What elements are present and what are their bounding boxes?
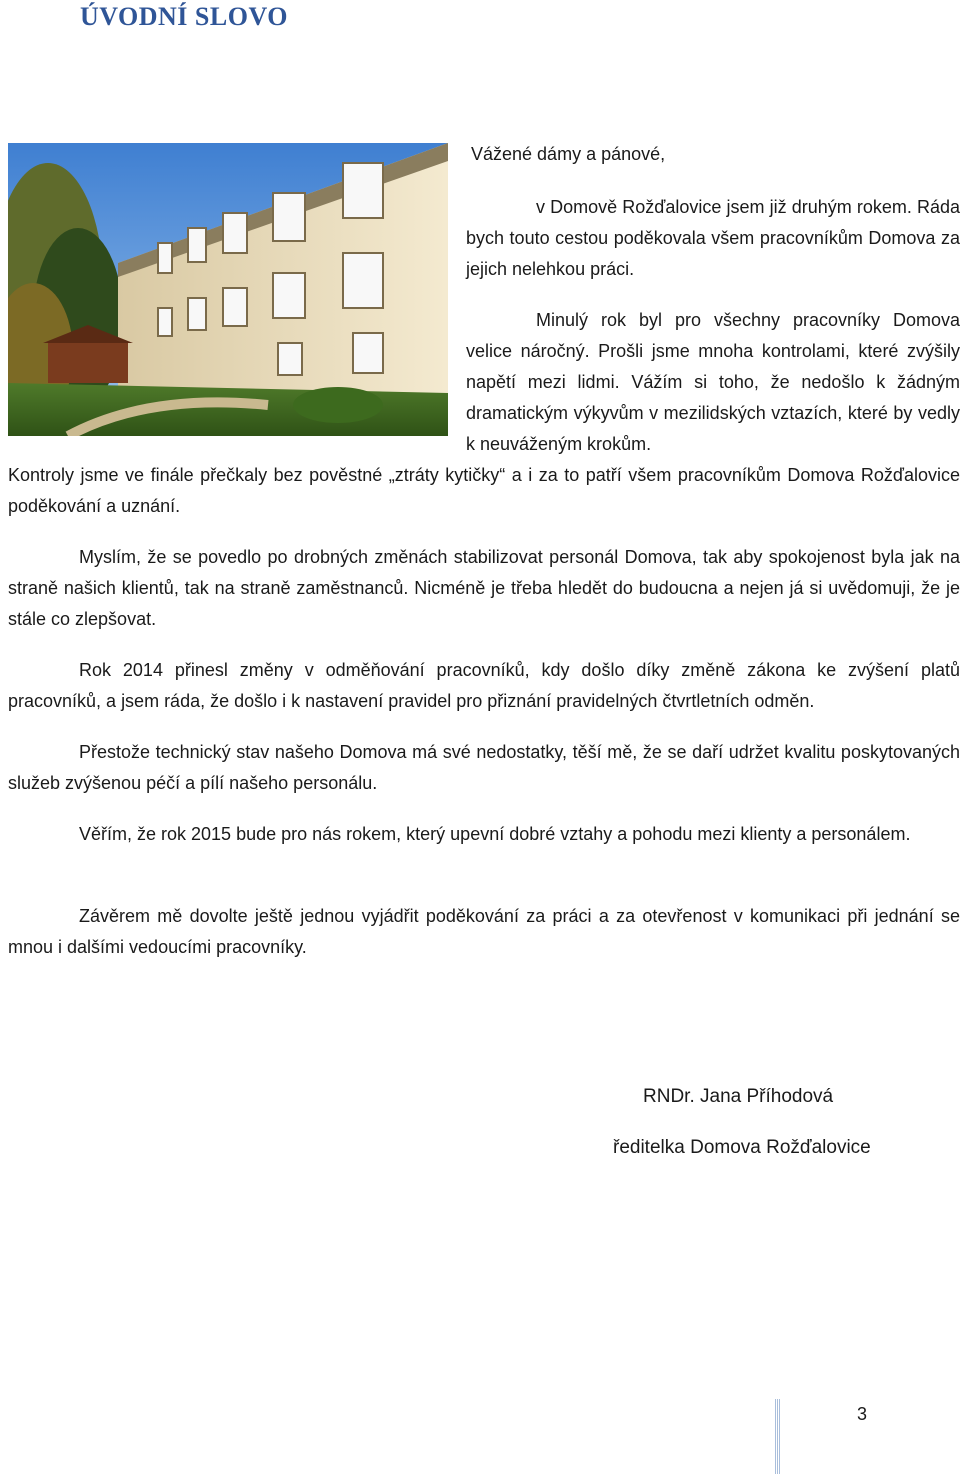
signature-role: ředitelka Domova Rožďalovice <box>613 1137 871 1158</box>
page-number: 3 <box>857 1404 868 1424</box>
paragraph-intro: v Domově Rožďalovice jsem již druhým rokem. Ráda bych touto cestou poděkovala všem pracovníkům Domova za jejich nelehkou práci. <box>466 197 960 279</box>
greeting: Vážené dámy a pánové, <box>471 144 666 164</box>
paragraph-past-year-continued: Kontroly jsme ve finále přečkaly bez pověstné „ztráty kytičky“ a i za to patří všem pracovníkům Domova Rožďalovice poděkování a uznání. <box>8 465 960 516</box>
footer-decoration <box>775 1399 780 1474</box>
paragraph-future: Věřím, že rok 2015 bude pro nás rokem, který upevní dobré vztahy a pohodu mezi klienty a personálem. <box>79 824 911 844</box>
signature-name: RNDr. Jana Příhodová <box>643 1086 834 1107</box>
building-photo-drawing <box>8 143 448 436</box>
paragraph-salaries: Rok 2014 přinesl změny v odměňování pracovníků, kdy došlo díky změně zákona ke zvýšení platů pracovníků, a jsem ráda, že došlo i k nastavení pravidel pro přiznání pravidelných čtvrtletních odměn. <box>8 660 960 711</box>
paragraph-staff: Myslím, že se povedlo po drobných změnách stabilizovat personál Domova, tak aby spokojenost byla jak na straně našich klientů, tak na straně zaměstnanců. Nicméně je třeba hledět do budoucna a nejen já si uvědomuji, že je stále co zlepšovat. <box>8 547 960 629</box>
page-title: ÚVODNÍ SLOVO <box>80 2 288 31</box>
paragraph-technical-state: Přestože technický stav našeho Domova má své nedostatky, těší mě, že se daří udržet kvalitu poskytovaných služeb zvýšenou péčí a pílí našeho personálu. <box>8 742 960 793</box>
building-photo <box>8 143 448 436</box>
paragraph-thanks: Závěrem mě dovolte ještě jednou vyjádřit poděkování za práci a za otevřenost v komunikaci při jednání se mnou i dalšími vedoucími pracovníky. <box>8 906 960 957</box>
paragraph-past-year: Minulý rok byl pro všechny pracovníky Domova velice náročný. Prošli jsme mnoha kontrolami, které zvýšily napětí mezi lidmi. Vážím si toho, že nedošlo k žádným dramatickým výkyvům v mezilidských vztazích, které by vedly k neuváženým krokům. <box>466 310 960 454</box>
